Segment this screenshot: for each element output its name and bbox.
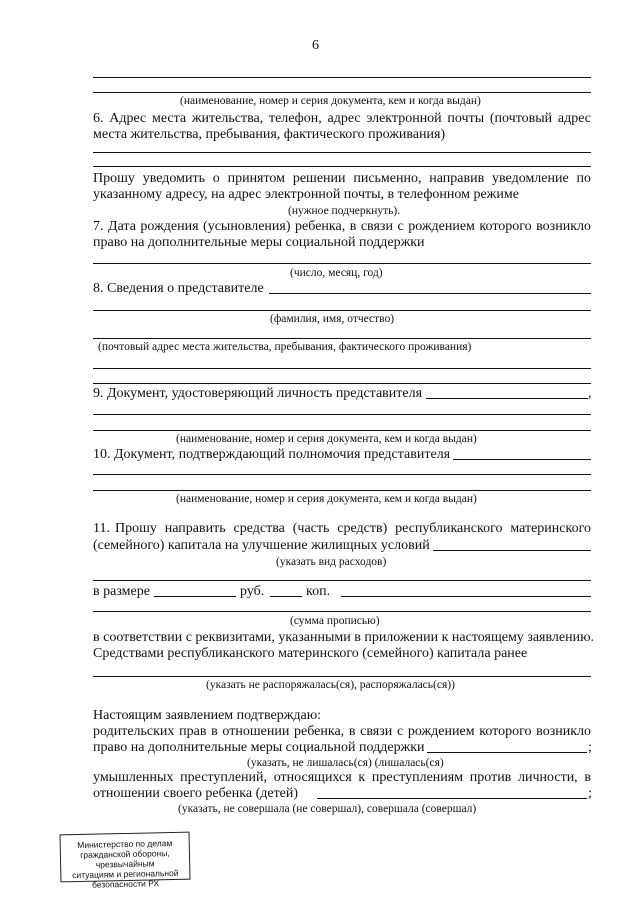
stamp-line: безопасности РХ [91, 878, 160, 890]
crimes-line[interactable] [317, 798, 587, 799]
item11-text-line3: в соответствии с реквизитами, указанными в приложении к настоящему заявлению. [93, 630, 595, 645]
birthdate-caption: (число, месяц, год) [290, 267, 383, 279]
disposed-caption: (указать не распоряжалась(ся), распоряжалась(ся)) [206, 679, 455, 691]
stamp-line: ситуациям и региональной [72, 867, 179, 881]
parental-rights-line[interactable] [427, 752, 587, 753]
kop-label: коп. [306, 584, 331, 599]
confirm-p2-line1: умышленных преступлений, относящихся к преступлениям против личности, в [93, 770, 591, 785]
confirm-intro: Настоящим заявлением подтверждаю: [93, 708, 322, 723]
representative-name-caption: (фамилия, имя, отчество) [270, 313, 395, 325]
authority-document-caption: (наименование, номер и серия документа, кем и когда выдан) [176, 493, 477, 505]
item8-label: 8. Сведения о представителе [93, 281, 264, 296]
item11-text-line2: (семейного) капитала на улучшение жилищных условий [93, 538, 430, 553]
item7-text-line1: 7. Дата рождения (усыновления) ребенка, в связи с рождением которого возникло [93, 219, 591, 234]
crimes-caption: (указать, не совершала (не совершал), совершала (совершал) [178, 803, 477, 815]
item6-text-line2: места жительства, пребывания, фактического проживания) [93, 127, 446, 142]
registration-stamp [60, 832, 191, 890]
parental-rights-caption: (указать, не лишалась(ся) (лишалась(ся) [247, 757, 444, 769]
item11-text-line4: Средствами республиканского материнского (семейного) капитала ранее [93, 646, 528, 661]
notify-text-line2: указанному адресу, на адрес электронной почты, в телефонном режиме [93, 187, 519, 202]
representative-line[interactable] [93, 383, 591, 384]
item6-text-line1: 6. Адрес места жительства, телефон, адрес электронной почты (почтовый адрес [93, 111, 591, 126]
id-document-line[interactable] [426, 398, 588, 399]
caption-document: (наименование, номер и серия документа, кем и когда выдан) [180, 95, 481, 107]
disposed-line[interactable] [93, 676, 591, 677]
id-document-caption: (наименование, номер и серия документа, кем и когда выдан) [176, 433, 477, 445]
expense-kind-line[interactable] [433, 550, 591, 551]
representative-line[interactable] [93, 310, 591, 311]
address-line[interactable] [93, 152, 591, 153]
amount-words-line[interactable] [341, 596, 591, 597]
birthdate-line[interactable] [93, 263, 591, 264]
confirm-p1-tail: ; [588, 740, 592, 755]
amount-label: в размере [93, 584, 150, 599]
id-document-line[interactable] [93, 430, 591, 431]
amount-words-caption: (сумма прописью) [290, 615, 380, 627]
item9-tail: , [588, 386, 592, 401]
item10-label: 10. Документ, подтверждающий полномочия представителя [93, 447, 451, 462]
confirm-p2-line2: отношении своего ребенка (детей) [93, 786, 299, 801]
item11-text-line1: Прошу направить средства (часть средств) республиканского материнского [115, 521, 591, 536]
notify-text-line1: Прошу уведомить о принятом решении письменно, направив уведомление по [93, 171, 591, 186]
amount-rub-line[interactable] [154, 596, 236, 597]
id-document-line[interactable] [93, 414, 591, 415]
confirm-p1-line1: родительских прав в отношении ребенка, в связи с рождением которого возникло [93, 724, 591, 739]
item7-text-line2: право на дополнительные меры социальной поддержки [93, 235, 425, 250]
representative-line[interactable] [93, 368, 591, 369]
stamp-line: гражданской обороны, чрезвычайным [80, 848, 170, 870]
representative-line[interactable] [93, 338, 591, 339]
rub-label: руб. [240, 584, 265, 599]
confirm-p2-tail: ; [588, 786, 592, 801]
item11-number: 11. [93, 521, 110, 536]
amount-words-line[interactable] [93, 611, 591, 612]
address-line[interactable] [93, 166, 591, 167]
page-number: 6 [312, 38, 319, 53]
blank-line [93, 77, 591, 78]
amount-kop-line[interactable] [270, 596, 302, 597]
expense-kind-line[interactable] [93, 580, 591, 581]
representative-line[interactable] [269, 293, 591, 294]
stamp-line: Министерство по делам [77, 838, 173, 850]
authority-document-line[interactable] [453, 459, 591, 460]
blank-line [93, 92, 591, 93]
authority-document-line[interactable] [93, 490, 591, 491]
expense-kind-caption: (указать вид расходов) [276, 556, 387, 568]
representative-address-caption: (почтовый адрес места жительства, пребывания, фактического проживания) [98, 341, 472, 353]
confirm-p1-line2: право на дополнительные меры социальной поддержки [93, 740, 425, 755]
item9-label: 9. Документ, удостоверяющий личность представителя [93, 386, 423, 401]
notify-caption: (нужное подчеркнуть). [288, 205, 401, 217]
authority-document-line[interactable] [93, 474, 591, 475]
